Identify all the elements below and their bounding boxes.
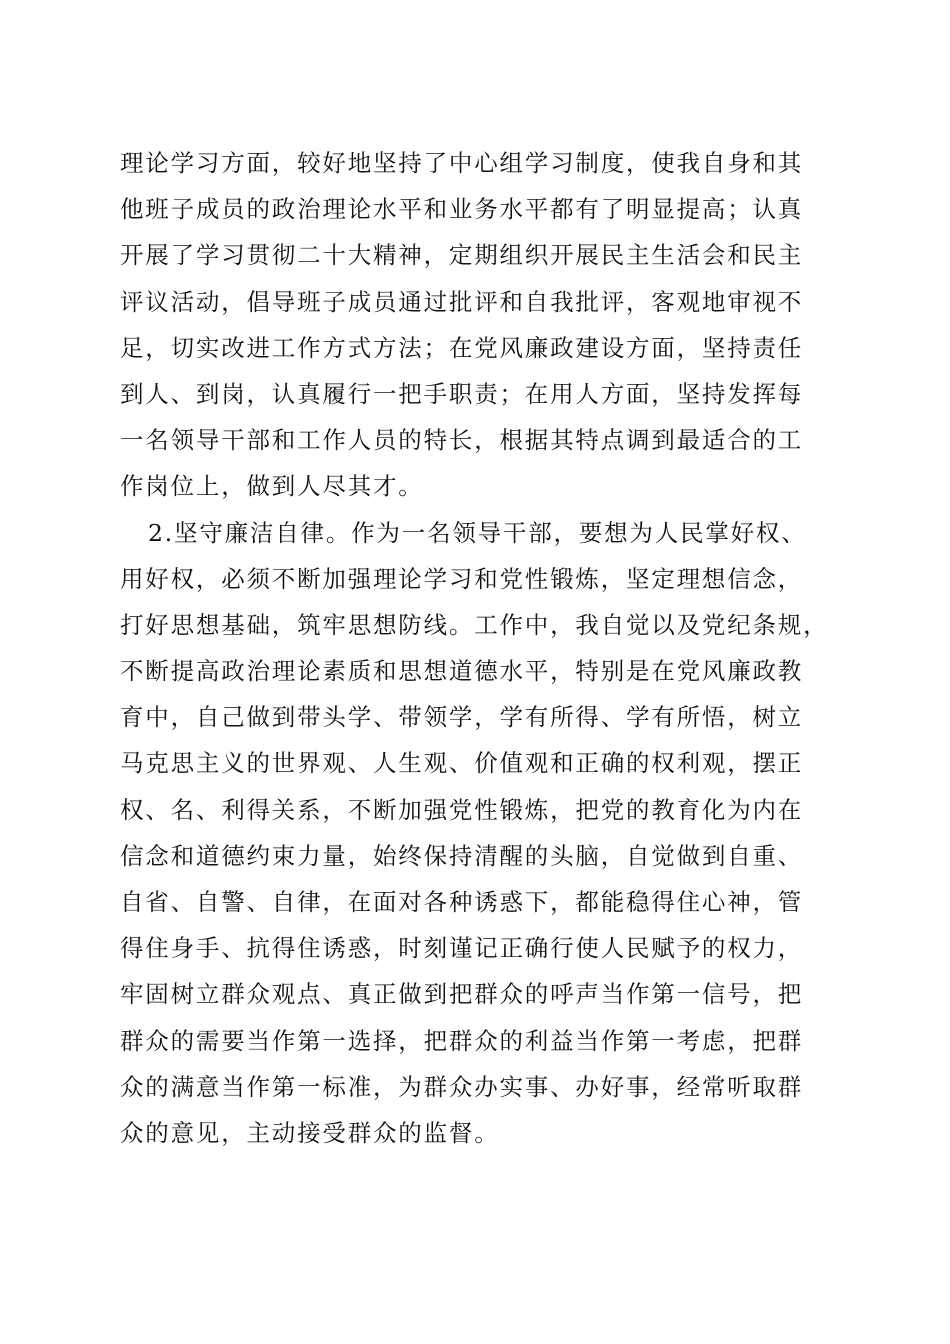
text-line: 到人、到岗，认真履行一把手职责；在用人方面，坚持发挥每 [120,379,804,408]
text-line: 理论学习方面，较好地坚持了中心组学习制度，使我自身和其 [120,149,804,177]
text-line: 自省、自警、自律，在面对各种诱惑下，都能稳得住心神，管 [120,888,804,916]
text-line: 权、名、利得关系，不断加强党性锻炼，把党的教育化为内在 [120,795,804,824]
text-line: 得住身手、抗得住诱惑，时刻谨记正确行使人民赋予的权力， [120,934,804,963]
text-line: 牢固树立群众观点、真正做到把群众的呼声当作第一信号，把 [120,980,804,1009]
text-line: 评议活动，倡导班子成员通过批评和自我批评，客观地审视不 [120,287,804,316]
text-line: 育中，自己做到带头学、带领学，学有所得、学有所悟，树立 [120,703,804,732]
text-line: 开展了学习贯彻二十大精神，定期组织开展民主生活会和民主 [120,241,804,270]
text-line: 他班子成员的政治理论水平和业务水平都有了明显提高；认真 [120,195,804,224]
text-line: 作岗位上，做到人尽其才。 [120,472,424,501]
text-line: 信念和道德约束力量，始终保持清醒的头脑，自觉做到自重、 [120,841,804,870]
body-text [120,140,830,1156]
text-line: 马克思主义的世界观、人生观、价值观和正确的权利观，摆正 [120,749,804,778]
text-line: 众的满意当作第一标准，为群众办实事、办好事，经常听取群 [120,1072,804,1101]
text-line: 用好权，必须不断加强理论学习和党性锻炼，坚定理想信念， [120,564,804,593]
text-line: 群众的需要当作第一选择，把群众的利益当作第一考虑，把群 [120,1026,804,1055]
text-line: 众的意见，主动接受群众的监督。 [120,1118,500,1147]
text-line: 不断提高政治理论素质和思想道德水平，特别是在党风廉政教 [120,657,804,686]
paragraph-heading-line: 2.坚守廉洁自律。作为一名领导干部，要想为人民掌好权、 [148,518,807,547]
text-line: 足，切实改进工作方式方法；在党风廉政建设方面，坚持责任 [120,333,804,362]
text-line: 一名领导干部和工作人员的特长，根据其特点调到最适合的工 [120,426,804,455]
text-line: 打好思想基础，筑牢思想防线。工作中，我自觉以及党纪条规， [120,610,829,639]
